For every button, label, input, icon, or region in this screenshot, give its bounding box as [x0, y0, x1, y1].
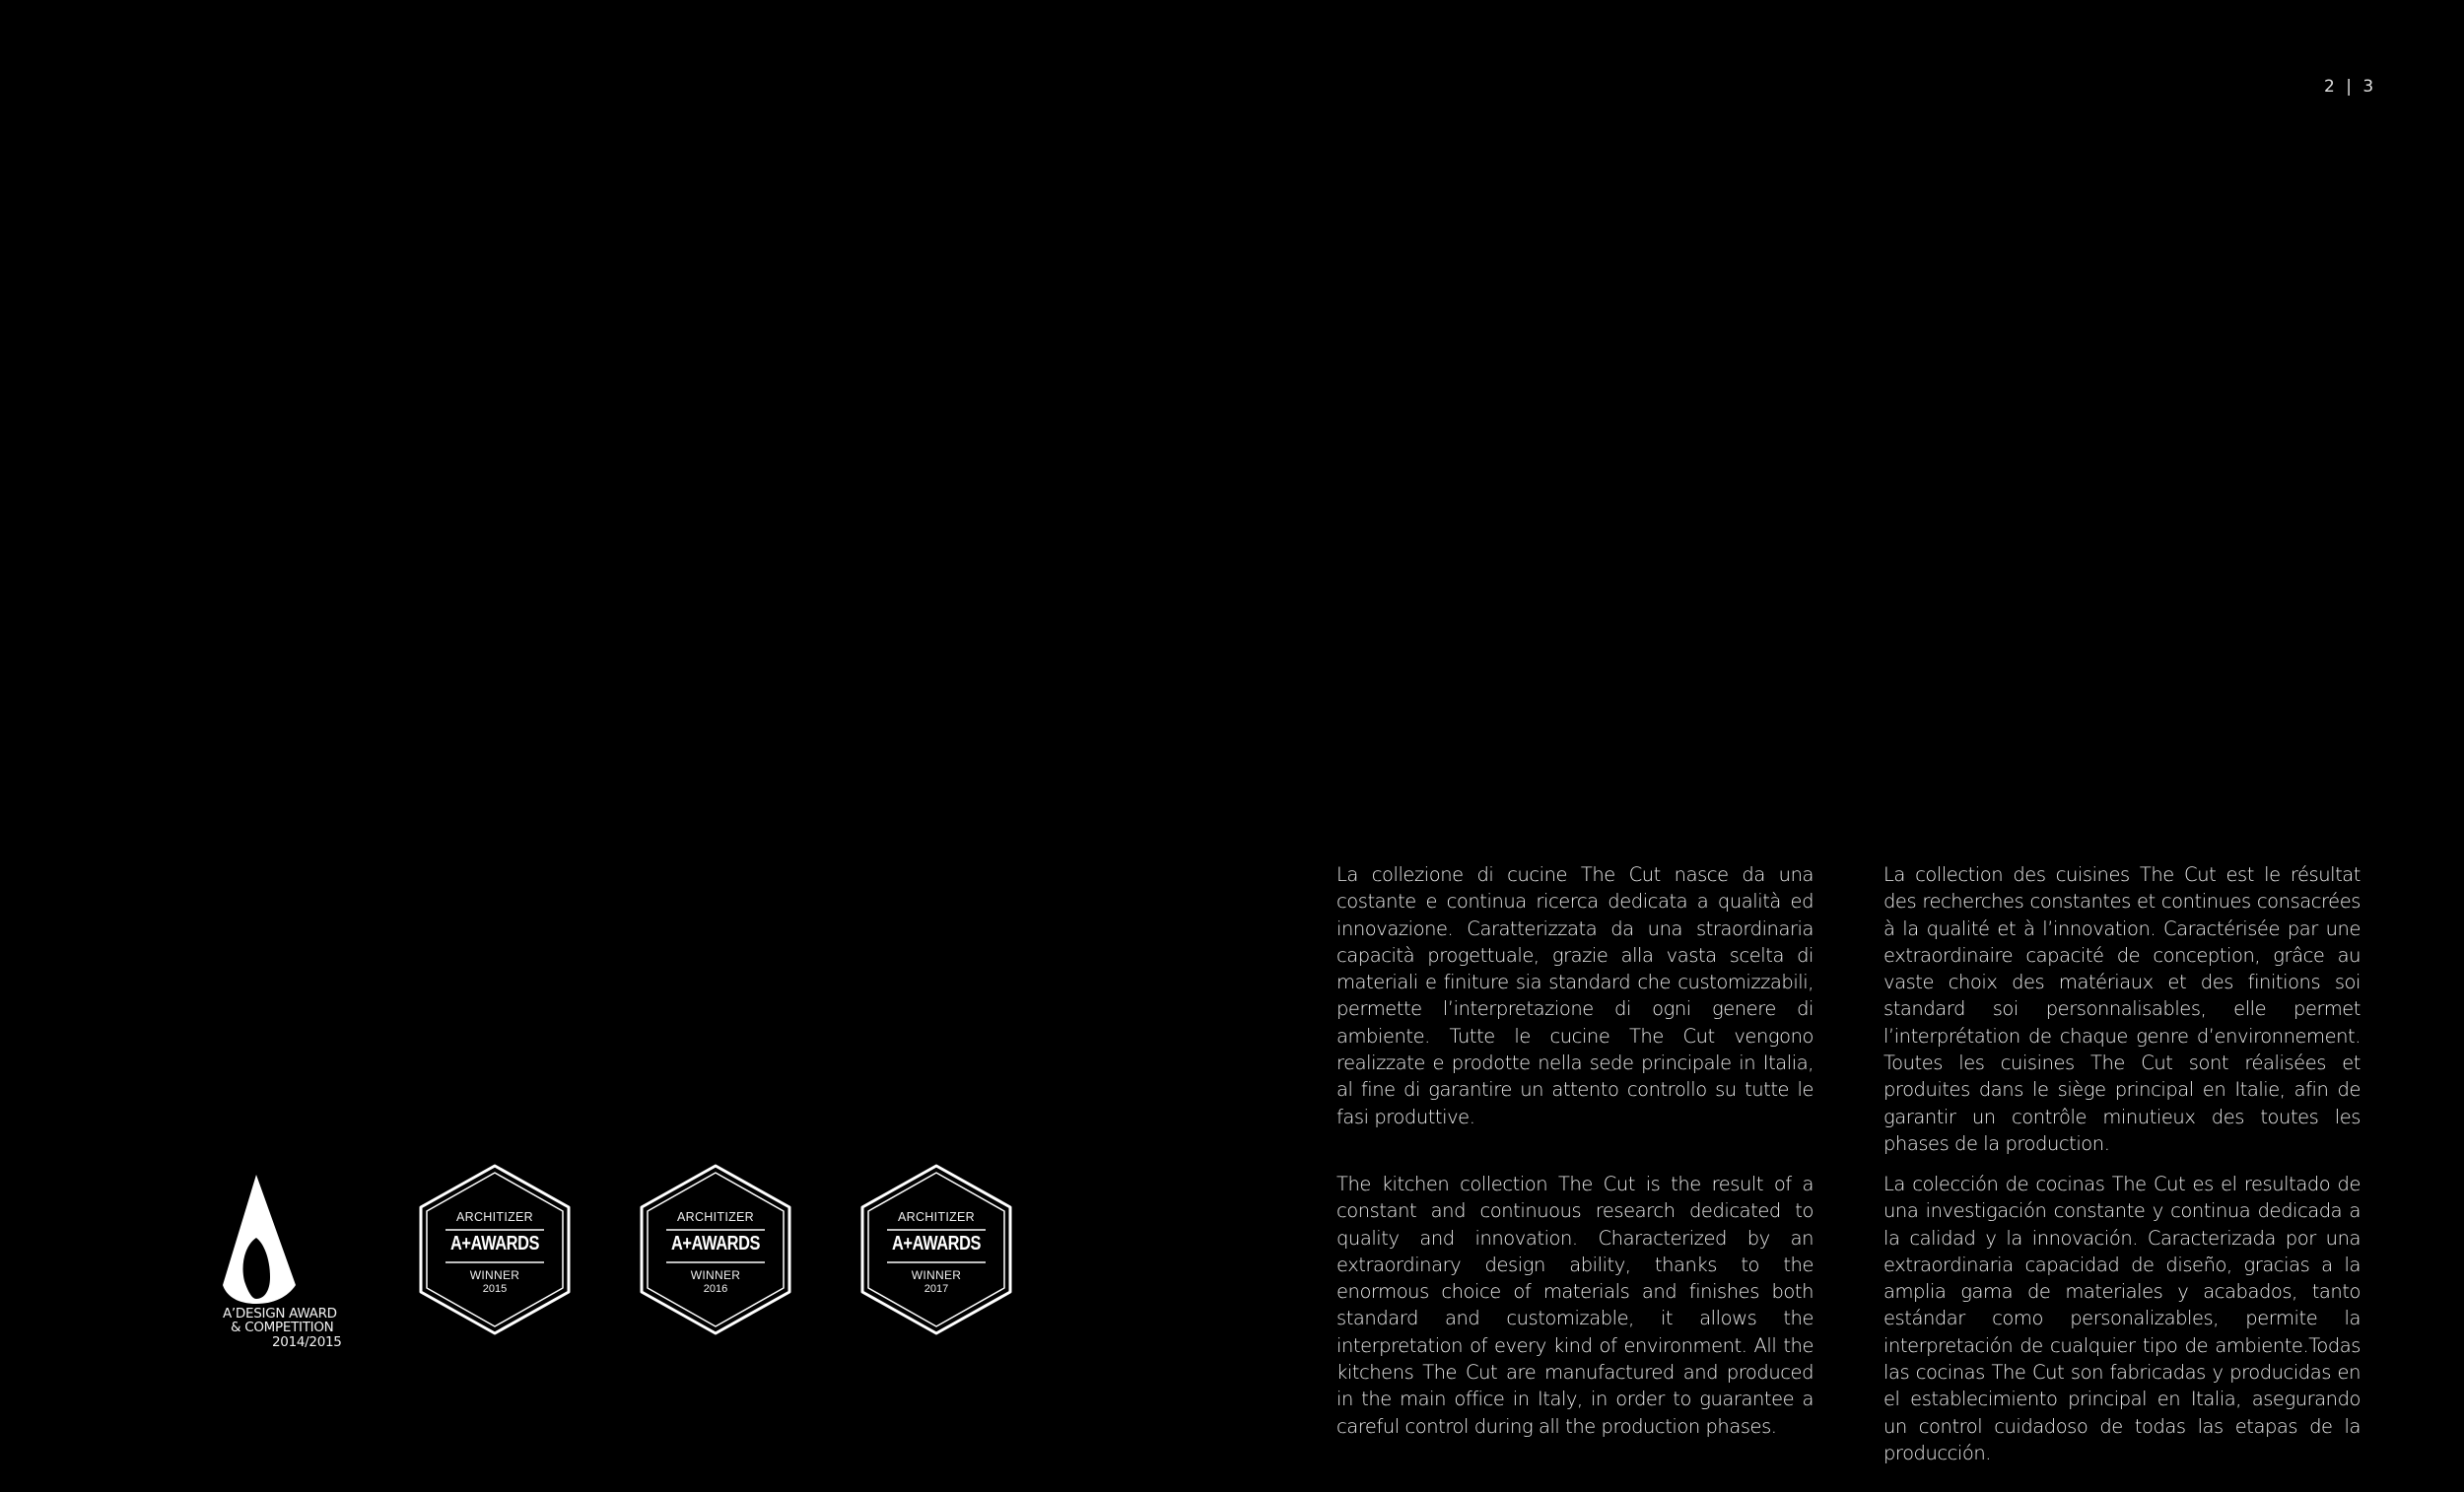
badge-organization: ARCHITIZER: [456, 1210, 533, 1224]
badge-status: WINNER: [469, 1268, 520, 1282]
badge-title: A+AWARDS: [449, 1233, 540, 1255]
architizer-badge-2016: [639, 1163, 792, 1336]
a-design-award-year: 2014/2015: [272, 1334, 342, 1350]
badge-title: A+AWARDS: [670, 1233, 761, 1255]
description-french: La collection des cuisines The Cut est le résultat des recherches constantes et continues consacrées à la qualité et à l’innovation. Caractérisée par une extraordinaire capacité de conception, grâce au vaste choix des matériaux et des finitions soi standard soi personnalisables, elle permet l’interprétation de chaque genre d’environnement. Toutes les cuisines The Cut sont réalisées et produites dans le siège principal en Italie, afin de garantir un contrôle minutieux des toutes les phases de la production.: [1883, 863, 2361, 1155]
architizer-badge-2017: [859, 1163, 1013, 1336]
a-design-award-icon: [219, 1175, 357, 1308]
badge-organization: ARCHITIZER: [898, 1210, 975, 1224]
badge-status: WINNER: [911, 1268, 962, 1282]
page-number: 2 | 3: [2324, 77, 2377, 97]
description-english: The kitchen collection The Cut is the result of a constant and continuous research dedicated to quality and innovation. Characterized by an extraordinary design ability, thanks to the enormous choice of materials and finishes both standard and customizable, it allows the interpretation of every kind of environment. All the kitchens The Cut are manufactured and produced in the main office in Italy, in order to guarantee a careful control during all the production phases.: [1336, 1173, 1814, 1438]
architizer-badge-2015: [418, 1163, 572, 1336]
badge-status: WINNER: [690, 1268, 741, 1282]
badge-organization: ARCHITIZER: [677, 1210, 754, 1224]
badge-title: A+AWARDS: [891, 1233, 982, 1255]
badge-year: 2015: [482, 1283, 508, 1295]
description-italian: La collezione di cucine The Cut nasce da una costante e continua ricerca dedicata a qualità ed innovazione. Caratterizzata da una straordinaria capacità progettuale, grazie alla vasta scelta di materiali e finiture sia standard che customizzabili, permette l’interpretazione di ogni genere di ambiente. Tutte le cucine The Cut vengono realizzate e prodotte nella sede principale in Italia, al fine di garantire un attento controllo su tutte le fasi produttive.: [1336, 863, 1814, 1128]
a-design-award-name: A’DESIGN AWARD: [223, 1306, 337, 1322]
badge-year: 2016: [703, 1283, 728, 1295]
a-design-award-logo: [219, 1175, 357, 1352]
badge-year: 2017: [924, 1283, 949, 1295]
description-spanish: La colección de cocinas The Cut es el resultado de una investigación constante y continua dedicada a la calidad y la innovación. Caracterizada por una extraordinaria capacidad de diseño, gracias a la amplia gama de materiales y acabados, tanto estándar como personalizables, permite la interpretación de cualquier tipo de ambiente.Todas las cocinas The Cut son fabricadas y producidas en el establecimiento principal en Italia, asegurando un control cuidadoso de todas las etapas de la producción.: [1883, 1173, 2361, 1464]
a-design-award-subtitle: & COMPETITION: [231, 1320, 334, 1335]
